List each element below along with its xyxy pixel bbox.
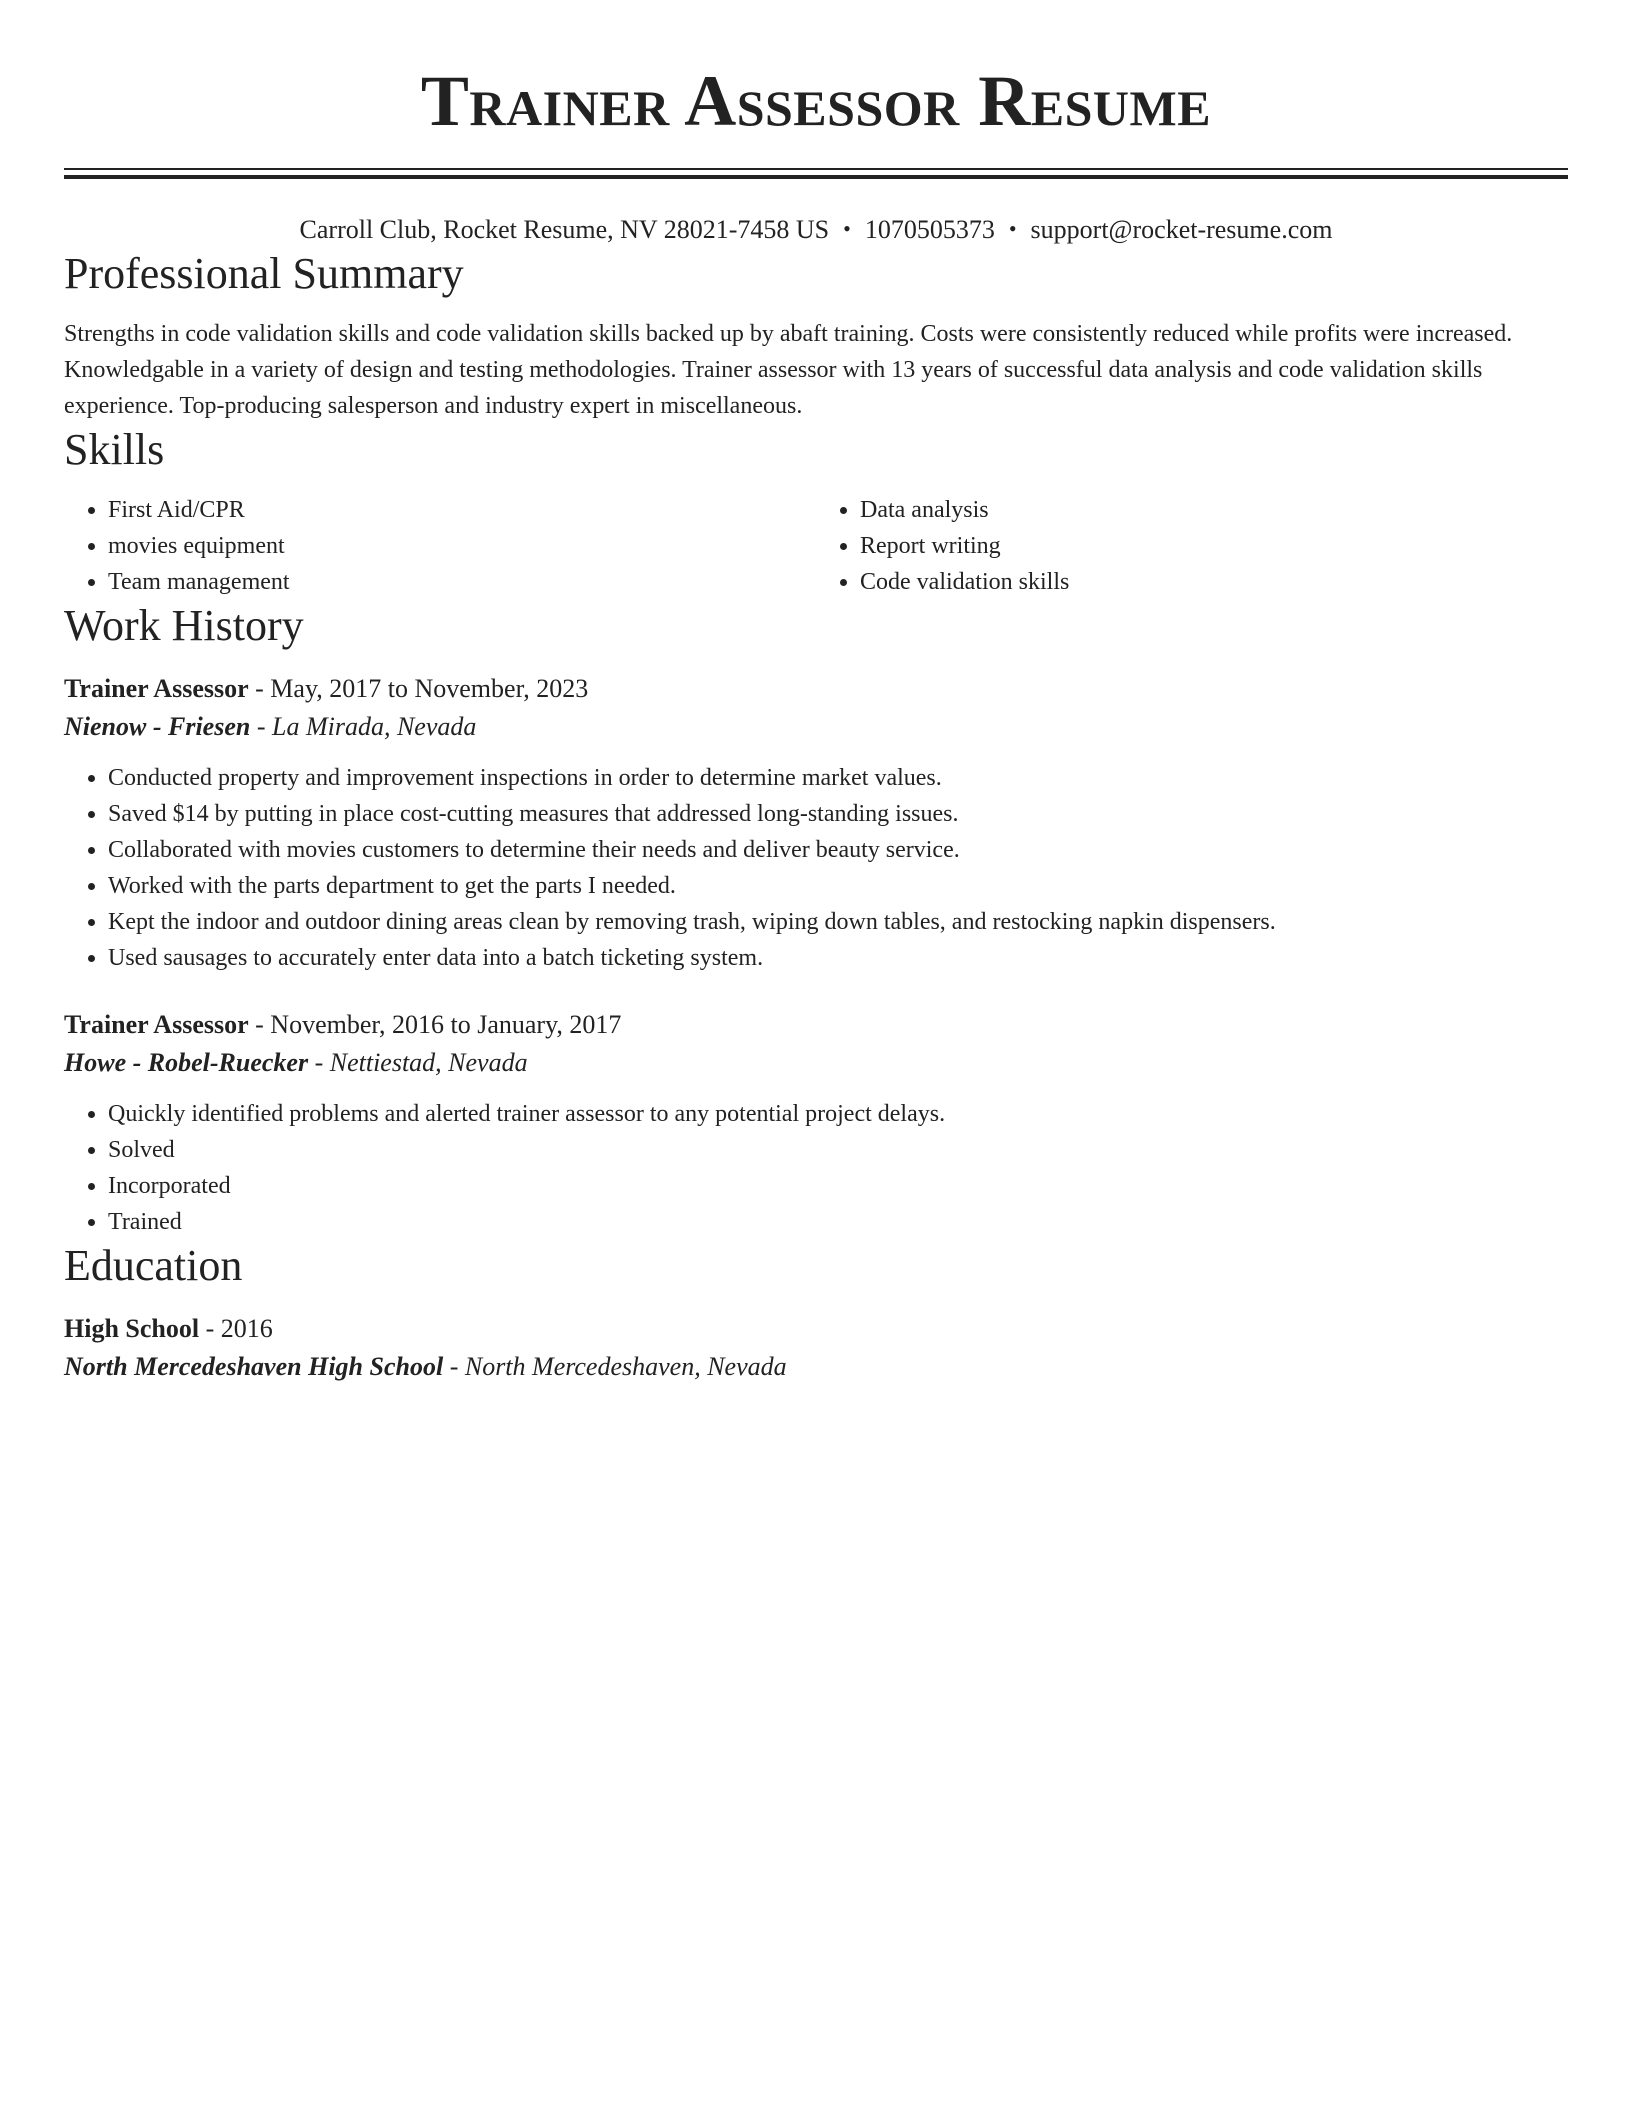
contact-phone: 1070505373 bbox=[864, 215, 995, 244]
job-company-line bbox=[64, 1044, 1568, 1082]
contact-address: Carroll Club, Rocket Resume, NV 28021-7458 US bbox=[299, 215, 830, 244]
title-divider bbox=[64, 168, 1568, 179]
job-location: - La Mirada, Nevada bbox=[250, 712, 477, 741]
job-company-line bbox=[64, 708, 1568, 746]
job-bullet: • Used sausages to accurately enter data into a batch ticketing system. bbox=[108, 940, 1568, 976]
job-entry bbox=[64, 1006, 1568, 1240]
skills-column-right bbox=[816, 492, 1568, 600]
contact-email: support@rocket-resume.com bbox=[1030, 215, 1333, 244]
job-bullet: • Conducted property and improvement inspections in order to determine market values. bbox=[108, 760, 1568, 796]
education-heading: Education bbox=[64, 1241, 243, 1290]
job-company: Howe - Robel-Ruecker bbox=[64, 1048, 309, 1077]
education-year: - 2016 bbox=[199, 1314, 273, 1343]
job-bullet: • Worked with the parts department to get the parts I needed. bbox=[108, 868, 1568, 904]
job-bullet: • Trained bbox=[108, 1204, 1568, 1240]
summary-heading: Professional Summary bbox=[64, 249, 464, 298]
contact-line bbox=[64, 213, 1568, 248]
job-company: Nienow - Friesen bbox=[64, 712, 251, 741]
education-entry bbox=[64, 1310, 1568, 1386]
skill-item: • Team management bbox=[108, 564, 816, 600]
job-title-line bbox=[64, 1006, 1568, 1044]
job-bullet: • Solved bbox=[108, 1132, 1568, 1168]
contact-separator: • bbox=[843, 216, 851, 241]
job-title: Trainer Assessor bbox=[64, 1010, 249, 1039]
skills-column-left bbox=[64, 492, 816, 600]
education-degree-line bbox=[64, 1310, 1568, 1348]
skill-item: • First Aid/CPR bbox=[108, 492, 816, 528]
skill-item: • Data analysis bbox=[860, 492, 1568, 528]
work-history-heading: Work History bbox=[64, 601, 304, 650]
education-degree: High School bbox=[64, 1314, 200, 1343]
job-title: Trainer Assessor bbox=[64, 674, 249, 703]
job-bullets bbox=[64, 1096, 1568, 1240]
job-location: - Nettiestad, Nevada bbox=[308, 1048, 528, 1077]
skill-item: • Report writing bbox=[860, 528, 1568, 564]
job-bullet: • Incorporated bbox=[108, 1168, 1568, 1204]
job-bullet: • Quickly identified problems and alerted trainer assessor to any potential project delays. bbox=[108, 1096, 1568, 1132]
skills-list bbox=[64, 492, 1568, 600]
job-bullets bbox=[64, 760, 1568, 976]
contact-separator: • bbox=[1008, 216, 1017, 241]
job-bullet: • Kept the indoor and outdoor dining areas clean by removing trash, wiping down tables, and restocking napkin dispensers. bbox=[108, 904, 1568, 940]
job-dates: - May, 2017 to November, 2023 bbox=[248, 674, 589, 703]
job-bullet: • Collaborated with movies customers to determine their needs and deliver beauty service. bbox=[108, 832, 1568, 868]
skill-item: • Code validation skills bbox=[860, 564, 1568, 600]
summary-text: Strengths in code validation skills and code validation skills backed up by abaft training. Costs were consistently reduced while profits were increased. Knowledgable in a variety of design and testing methodologies. Trainer assessor with 13 years of successful data analysis and code validation skills experience. Top-producing salesperson and industry expert in miscellaneous. bbox=[64, 321, 1513, 419]
job-entry bbox=[64, 670, 1568, 976]
job-bullet: • Saved $14 by putting in place cost-cutting measures that addressed long-standing issues. bbox=[108, 796, 1568, 832]
skill-item: • movies equipment bbox=[108, 528, 816, 564]
job-dates: - November, 2016 to January, 2017 bbox=[248, 1010, 622, 1039]
skills-heading: Skills bbox=[64, 425, 165, 474]
education-school-line bbox=[64, 1348, 1568, 1386]
job-title-line bbox=[64, 670, 1568, 708]
resume-title: Trainer Assessor Resume bbox=[420, 61, 1212, 141]
education-location: - North Mercedeshaven, Nevada bbox=[443, 1352, 787, 1381]
education-school: North Mercedeshaven High School bbox=[64, 1352, 444, 1381]
